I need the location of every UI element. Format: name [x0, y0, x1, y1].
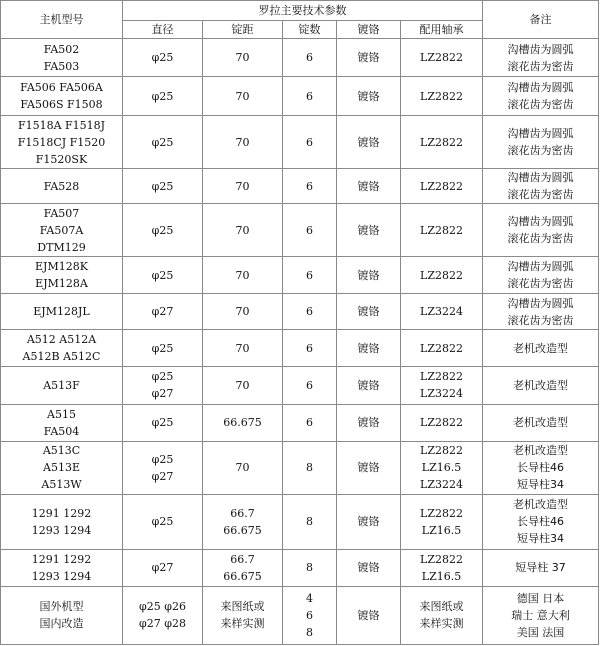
model-cell	[1, 204, 123, 257]
spindles-cell-line: 6	[306, 179, 313, 193]
gauge-cell	[203, 404, 283, 441]
remark-cell	[483, 294, 599, 330]
table-body	[1, 39, 599, 645]
spindles-cell-line: 6	[306, 51, 313, 65]
model-cell	[1, 494, 123, 549]
gauge-cell	[203, 257, 283, 294]
spindles-cell-line: 4	[306, 591, 313, 605]
remark-cell	[483, 116, 599, 169]
header-model: 主机型号	[1, 1, 123, 39]
gauge-cell-line: 来图纸或	[220, 600, 265, 614]
remark-cell-line: 沟槽齿为圆弧	[507, 260, 574, 274]
model-cell-line: FA528	[43, 179, 80, 193]
remark-cell	[483, 441, 599, 494]
model-cell-line: 1293 1294	[31, 523, 92, 537]
gauge-cell-line: 70	[235, 305, 250, 319]
model-cell-line: FA506S F1508	[20, 98, 103, 112]
spindles-cell-line: 6	[306, 378, 313, 392]
plating-cell	[337, 204, 401, 257]
bearing-cell	[401, 257, 483, 294]
remark-cell	[483, 404, 599, 441]
gauge-cell-line: 70	[235, 135, 250, 149]
remark-cell-line: 老机改造型	[513, 498, 569, 512]
model-cell-line: FA506 FA506A	[20, 81, 103, 95]
remark-cell	[483, 586, 599, 644]
bearing-cell-line: LZ16.5	[421, 461, 462, 475]
model-cell	[1, 116, 123, 169]
diameter-cell	[123, 204, 203, 257]
model-cell-line: 国外机型	[39, 600, 84, 614]
diameter-cell-line: φ27	[151, 469, 174, 483]
spindles-cell	[283, 404, 337, 441]
gauge-cell	[203, 294, 283, 330]
remark-cell-line: 瑞士 意大利	[511, 608, 570, 622]
remark-cell-line: 沟槽齿为圆弧	[507, 171, 574, 185]
model-cell-line: EJM128A	[35, 277, 88, 291]
bearing-cell-line: LZ3224	[420, 387, 463, 401]
table-row	[1, 549, 599, 586]
gauge-cell	[203, 330, 283, 367]
diameter-cell	[123, 294, 203, 330]
bearing-cell	[401, 77, 483, 116]
spindles-cell	[283, 116, 337, 169]
header-bearing: 配用轴承	[401, 21, 483, 39]
remark-cell-line: 老机改造型	[513, 378, 569, 392]
bearing-cell	[401, 39, 483, 77]
gauge-cell-line: 70	[235, 341, 250, 355]
gauge-cell	[203, 116, 283, 169]
spindles-cell	[283, 294, 337, 330]
bearing-cell	[401, 549, 483, 586]
model-cell	[1, 549, 123, 586]
diameter-cell-line: φ25	[151, 223, 174, 237]
plating-cell-line: 镀铬	[357, 341, 380, 355]
model-cell-line: FA504	[43, 424, 80, 438]
gauge-cell-line: 66.675	[223, 416, 262, 430]
remark-cell-line: 德国 日本	[516, 591, 565, 605]
diameter-cell-line: φ25	[151, 51, 174, 65]
diameter-cell	[123, 549, 203, 586]
bearing-cell	[401, 404, 483, 441]
gauge-cell-line: 66.675	[223, 569, 262, 583]
spindles-cell-line: 6	[306, 135, 313, 149]
remark-cell-line: 沟槽齿为圆弧	[507, 42, 574, 56]
remark-cell-line: 滚花齿为密齿	[507, 277, 574, 291]
table-row	[1, 204, 599, 257]
gauge-cell-line: 70	[235, 223, 250, 237]
header-params-group: 罗拉主要技术参数	[123, 1, 483, 21]
bearing-cell-line: 来样实测	[419, 617, 464, 631]
plating-cell	[337, 77, 401, 116]
model-cell-line: F1520SK	[35, 152, 88, 166]
remark-cell	[483, 494, 599, 549]
plating-cell	[337, 586, 401, 644]
table-row	[1, 330, 599, 367]
gauge-cell-line: 70	[235, 179, 250, 193]
plating-cell-line: 镀铬	[357, 515, 380, 529]
remark-cell	[483, 204, 599, 257]
plating-cell	[337, 257, 401, 294]
gauge-cell-line: 来样实测	[220, 617, 265, 631]
model-cell-line: A512 A512A	[26, 333, 97, 347]
model-cell	[1, 169, 123, 204]
model-cell-line: 国内改造	[39, 617, 84, 631]
model-cell-line: A513F	[43, 378, 80, 392]
gauge-cell-line: 70	[235, 268, 250, 282]
gauge-cell-line: 70	[235, 51, 250, 65]
diameter-cell-line: φ25	[151, 416, 174, 430]
model-cell-line: DTM129	[37, 240, 86, 254]
spindles-cell	[283, 330, 337, 367]
gauge-cell	[203, 441, 283, 494]
plating-cell-line: 镀铬	[357, 223, 380, 237]
spindles-cell-line: 6	[306, 608, 313, 622]
remark-cell-line: 老机改造型	[513, 444, 569, 458]
bearing-cell	[401, 169, 483, 204]
bearing-cell-line: LZ3224	[420, 305, 463, 319]
header-remark: 备注	[483, 1, 599, 39]
remark-cell	[483, 169, 599, 204]
bearing-cell-line: LZ2822	[420, 416, 463, 430]
gauge-cell	[203, 169, 283, 204]
plating-cell	[337, 367, 401, 404]
spindles-cell-line: 6	[306, 305, 313, 319]
bearing-cell-line: LZ2822	[420, 135, 463, 149]
bearing-cell-line: LZ2822	[420, 51, 463, 65]
bearing-cell-line: LZ2822	[420, 341, 463, 355]
remark-cell-line: 长导柱46	[517, 461, 565, 475]
bearing-cell-line: LZ3224	[420, 478, 463, 492]
diameter-cell-line: φ27 φ28	[139, 617, 186, 631]
spindles-cell-line: 6	[306, 223, 313, 237]
remark-cell-line: 滚花齿为密齿	[507, 188, 574, 202]
plating-cell-line: 镀铬	[357, 416, 380, 430]
bearing-cell-line: LZ2822	[420, 179, 463, 193]
header-spindles: 锭数	[283, 21, 337, 39]
bearing-cell-line: LZ2822	[420, 89, 463, 103]
diameter-cell	[123, 39, 203, 77]
diameter-cell-line: φ27	[151, 387, 174, 401]
diameter-cell-line: φ25	[151, 370, 174, 384]
gauge-cell	[203, 77, 283, 116]
diameter-cell-line: φ27	[151, 305, 174, 319]
model-cell-line: FA502	[43, 42, 80, 56]
diameter-cell-line: φ25	[151, 268, 174, 282]
bearing-cell	[401, 441, 483, 494]
plating-cell	[337, 330, 401, 367]
bearing-cell-line: LZ2822	[420, 268, 463, 282]
diameter-cell-line: φ25	[151, 135, 174, 149]
model-cell-line: FA507A	[39, 223, 84, 237]
remark-cell-line: 滚花齿为密齿	[507, 59, 574, 73]
remark-cell-line: 短导柱34	[517, 478, 565, 492]
plating-cell	[337, 39, 401, 77]
remark-cell-line: 短导柱 37	[515, 561, 566, 575]
spindles-cell-line: 8	[306, 561, 313, 575]
bearing-cell	[401, 367, 483, 404]
spindles-cell-line: 6	[306, 416, 313, 430]
plating-cell	[337, 116, 401, 169]
gauge-cell	[203, 204, 283, 257]
spindles-cell-line: 6	[306, 268, 313, 282]
diameter-cell	[123, 494, 203, 549]
table-row	[1, 39, 599, 77]
table-row	[1, 367, 599, 404]
model-cell-line: FA507	[43, 206, 80, 220]
plating-cell	[337, 404, 401, 441]
model-cell	[1, 77, 123, 116]
diameter-cell	[123, 116, 203, 169]
diameter-cell	[123, 77, 203, 116]
model-cell	[1, 257, 123, 294]
spindles-cell	[283, 77, 337, 116]
diameter-cell-line: φ25	[151, 452, 174, 466]
model-cell-line: EJM128JL	[33, 305, 90, 319]
bearing-cell-line: LZ2822	[420, 444, 463, 458]
plating-cell	[337, 441, 401, 494]
gauge-cell	[203, 39, 283, 77]
spindles-cell-line: 8	[306, 625, 313, 639]
model-cell-line: F1518CJ F1520	[17, 135, 106, 149]
model-cell-line: EJM128K	[35, 260, 88, 274]
spindles-cell-line: 6	[306, 89, 313, 103]
remark-cell	[483, 257, 599, 294]
remark-cell-line: 老机改造型	[513, 341, 569, 355]
remark-cell	[483, 367, 599, 404]
bearing-cell	[401, 330, 483, 367]
table-row	[1, 441, 599, 494]
model-cell	[1, 330, 123, 367]
diameter-cell	[123, 330, 203, 367]
model-cell-line: A513C	[42, 444, 81, 458]
diameter-cell-line: φ25	[151, 341, 174, 355]
plating-cell-line: 镀铬	[357, 608, 380, 622]
table-row	[1, 494, 599, 549]
spindles-cell	[283, 39, 337, 77]
plating-cell	[337, 169, 401, 204]
plating-cell-line: 镀铬	[357, 461, 380, 475]
spindles-cell	[283, 257, 337, 294]
bearing-cell-line: LZ2822	[420, 223, 463, 237]
diameter-cell	[123, 404, 203, 441]
remark-cell	[483, 549, 599, 586]
bearing-cell	[401, 586, 483, 644]
remark-cell-line: 沟槽齿为圆弧	[507, 127, 574, 141]
plating-cell-line: 镀铬	[357, 89, 380, 103]
remark-cell-line: 滚花齿为密齿	[507, 313, 574, 327]
plating-cell	[337, 494, 401, 549]
remark-cell-line: 短导柱34	[517, 532, 565, 546]
model-cell-line: 1293 1294	[31, 569, 92, 583]
remark-cell-line: 沟槽齿为圆弧	[507, 296, 574, 310]
plating-cell-line: 镀铬	[357, 378, 380, 392]
gauge-cell-line: 70	[235, 89, 250, 103]
diameter-cell-line: φ25	[151, 515, 174, 529]
remark-cell	[483, 39, 599, 77]
model-cell	[1, 294, 123, 330]
diameter-cell	[123, 586, 203, 644]
table-row	[1, 586, 599, 644]
diameter-cell-line: φ27	[151, 561, 174, 575]
bearing-cell-line: 来图纸或	[419, 600, 464, 614]
plating-cell	[337, 294, 401, 330]
bearing-cell-line: LZ16.5	[421, 569, 462, 583]
remark-cell-line: 滚花齿为密齿	[507, 144, 574, 158]
diameter-cell	[123, 441, 203, 494]
model-cell-line: A515	[47, 407, 76, 421]
bearing-cell	[401, 116, 483, 169]
model-cell	[1, 441, 123, 494]
model-cell-line: FA503	[43, 59, 80, 73]
gauge-cell-line: 70	[235, 378, 250, 392]
diameter-cell-line: φ25	[151, 179, 174, 193]
header-plating: 镀铬	[337, 21, 401, 39]
spindles-cell	[283, 204, 337, 257]
gauge-cell	[203, 549, 283, 586]
plating-cell-line: 镀铬	[357, 561, 380, 575]
spindles-cell	[283, 494, 337, 549]
gauge-cell	[203, 494, 283, 549]
model-cell	[1, 39, 123, 77]
plating-cell-line: 镀铬	[357, 305, 380, 319]
model-cell-line: A513W	[41, 478, 82, 492]
diameter-cell	[123, 367, 203, 404]
remark-cell-line: 长导柱46	[517, 515, 565, 529]
remark-cell-line: 沟槽齿为圆弧	[507, 215, 574, 229]
spindles-cell	[283, 169, 337, 204]
model-cell-line: 1291 1292	[31, 552, 92, 566]
bearing-cell	[401, 494, 483, 549]
table-row	[1, 169, 599, 204]
gauge-cell-line: 66.7	[230, 506, 255, 520]
table-row	[1, 257, 599, 294]
gauge-cell	[203, 367, 283, 404]
plating-cell	[337, 549, 401, 586]
plating-cell-line: 镀铬	[357, 135, 380, 149]
remark-cell-line: 老机改造型	[513, 416, 569, 430]
remark-cell	[483, 330, 599, 367]
bearing-cell	[401, 294, 483, 330]
table-row	[1, 77, 599, 116]
diameter-cell-line: φ25 φ26	[139, 600, 186, 614]
model-cell	[1, 404, 123, 441]
diameter-cell	[123, 169, 203, 204]
plating-cell-line: 镀铬	[357, 51, 380, 65]
gauge-cell-line: 66.7	[230, 552, 255, 566]
plating-cell-line: 镀铬	[357, 179, 380, 193]
model-cell-line: 1291 1292	[31, 506, 92, 520]
model-cell	[1, 586, 123, 644]
model-cell	[1, 367, 123, 404]
model-cell-line: A512B A512C	[22, 350, 101, 364]
remark-cell-line: 沟槽齿为圆弧	[507, 81, 574, 95]
remark-cell-line: 美国 法国	[516, 625, 565, 639]
diameter-cell-line: φ25	[151, 89, 174, 103]
spindles-cell	[283, 586, 337, 644]
spindles-cell-line: 6	[306, 341, 313, 355]
remark-cell	[483, 77, 599, 116]
remark-cell-line: 滚花齿为密齿	[507, 232, 574, 246]
gauge-cell	[203, 586, 283, 644]
table-row	[1, 294, 599, 330]
spindles-cell-line: 8	[306, 515, 313, 529]
plating-cell-line: 镀铬	[357, 268, 380, 282]
remark-cell-line: 滚花齿为密齿	[507, 98, 574, 112]
spindles-cell	[283, 441, 337, 494]
table-row	[1, 404, 599, 441]
spindles-cell	[283, 549, 337, 586]
bearing-cell-line: LZ2822	[420, 552, 463, 566]
spindles-cell-line: 8	[306, 461, 313, 475]
table-row	[1, 116, 599, 169]
header-diameter: 直径	[123, 21, 203, 39]
gauge-cell-line: 66.675	[223, 523, 262, 537]
model-cell-line: F1518A F1518J	[17, 118, 106, 132]
bearing-cell-line: LZ2822	[420, 506, 463, 520]
bearing-cell	[401, 204, 483, 257]
header-gauge: 锭距	[203, 21, 283, 39]
diameter-cell	[123, 257, 203, 294]
spindles-cell	[283, 367, 337, 404]
bearing-cell-line: LZ16.5	[421, 523, 462, 537]
model-cell-line: A513E	[43, 461, 80, 475]
gauge-cell-line: 70	[235, 461, 250, 475]
bearing-cell-line: LZ2822	[420, 370, 463, 384]
